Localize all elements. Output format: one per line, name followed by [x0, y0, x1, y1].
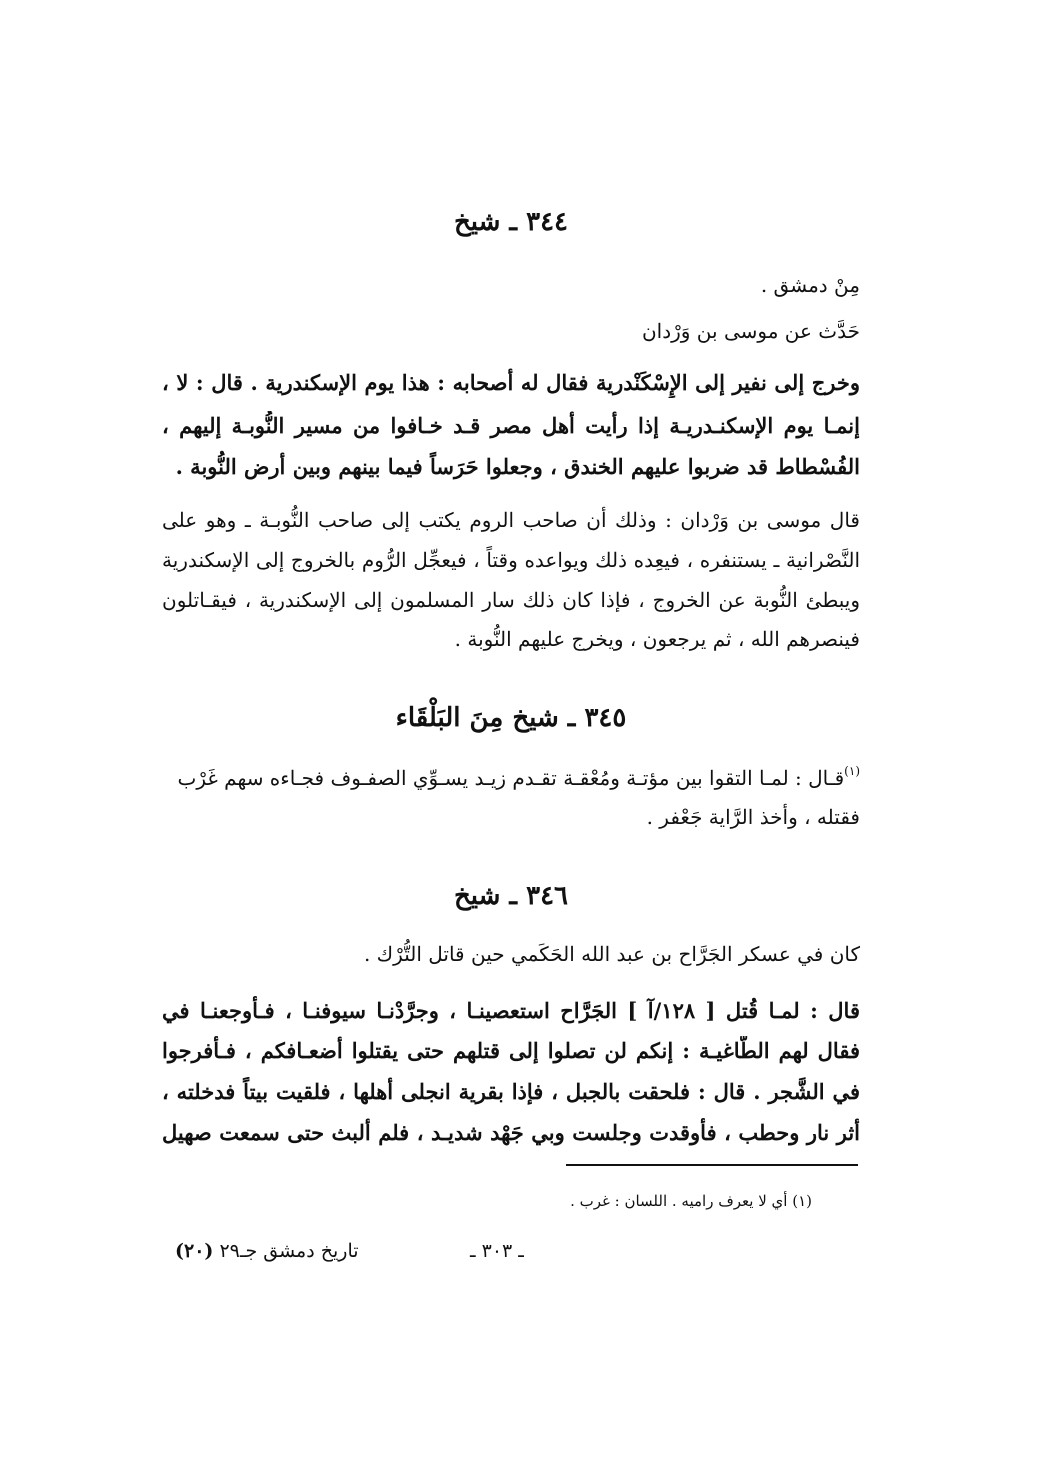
paragraph-line: ويبطئ النُّوبة عن الخروج ، فإذا كان ذلك سار المسلمون إلى الإسكندرية ، فيقـاتلون — [162, 588, 860, 612]
volume-part: (٢٠) — [175, 1240, 214, 1262]
entry-heading-346: ٣٤٦ ـ شيخ — [453, 881, 569, 911]
footnote-marker: (١) — [844, 764, 860, 778]
text-line-with-footnote — [162, 763, 860, 793]
book-title-footer — [175, 1236, 359, 1266]
paragraph-line: فينصرهم الله ، ثم يرجعون ، ويخرج عليهم النُّوبة . — [454, 627, 860, 651]
bold-text-line: أثر نار وحطب ، فأوقدت وجلست وبي جَهْد شديـد ، فلم ألبث حتى سمعت صهيل — [162, 1120, 860, 1145]
entry-heading-345: ٣٤٥ ـ شيخ مِنَ البَلْقَاء — [395, 703, 627, 733]
book-title: تاريخ دمشق جـ٢٩ — [219, 1240, 359, 1262]
footnote-separator — [566, 1164, 858, 1166]
text-line: مِنْ دمشق . — [760, 273, 860, 297]
text-line: كان في عسكر الجَرَّاح بن عبد الله الحَكَمي حين قاتل التُّرْك . — [363, 942, 860, 966]
text-line: قـال : لمـا التقوا بين مؤتـة ومُعْقـة تقـدم زيـد يسـوِّي الصفـوف فجـاءه سهم غَرْب — [177, 766, 845, 790]
text-line: حَدَّث عن موسى بن وَرْدان — [641, 319, 860, 343]
text-line: فقتله ، وأخذ الرَّاية جَعْفر . — [646, 805, 860, 829]
bold-text-line: وخرج إلى نفير إلى الإِسْكَنْدرية فقال له أصحابه : هذا يوم الإسكندرية . قال : لا ، — [162, 370, 860, 395]
bold-text-line: الفُسْطاط قد ضربوا عليهم الخندق ، وجعلوا حَرَساً فيما بينهم وبين أرض النُّوبة . — [175, 454, 860, 479]
page-number: ـ ٣٠٣ ـ — [470, 1240, 524, 1262]
paragraph-line: النَّصْرانية ـ يستنفره ، فيعِده ذلك ويواعده وقتاً ، فيعجِّل الرُّوم بالخروج إلى الإسكندرية — [162, 548, 860, 572]
entry-heading-344: ٣٤٤ ـ شيخ — [453, 207, 569, 237]
footnote: (١) أي لا يعرف راميه . اللسان : غرب . — [570, 1192, 812, 1210]
bold-text-line: في الشَّجر . قال : فلحقت بالجبل ، فإذا بقرية انجلى أهلها ، فلقيت بيتاً فدخلته ، — [162, 1079, 860, 1104]
paragraph-line: قال موسى بن وَرْدان : وذلك أن صاحب الروم يكتب إلى صاحب النُّوبـة ـ وهو على — [162, 508, 860, 532]
bold-text-line: إنمـا يوم الإسكنـدريـة إذا رأيت أهل مصر قـد خـافوا من مسير النُّوبـة إليهم ، — [162, 413, 860, 438]
bold-text-line: قال : لمـا قُتل [ ١٢٨/آ ] الجَرَّاح استعصينـا ، وجرَّدْنـا سيوفنـا ، فـأوجعنـا في — [162, 998, 860, 1023]
bold-text-line: فقال لهم الطَّاغيـة : إنكم لن تصلوا إلى قتلهم حتى يقتلوا أضعـافكم ، فـأفرجوا — [162, 1038, 860, 1063]
